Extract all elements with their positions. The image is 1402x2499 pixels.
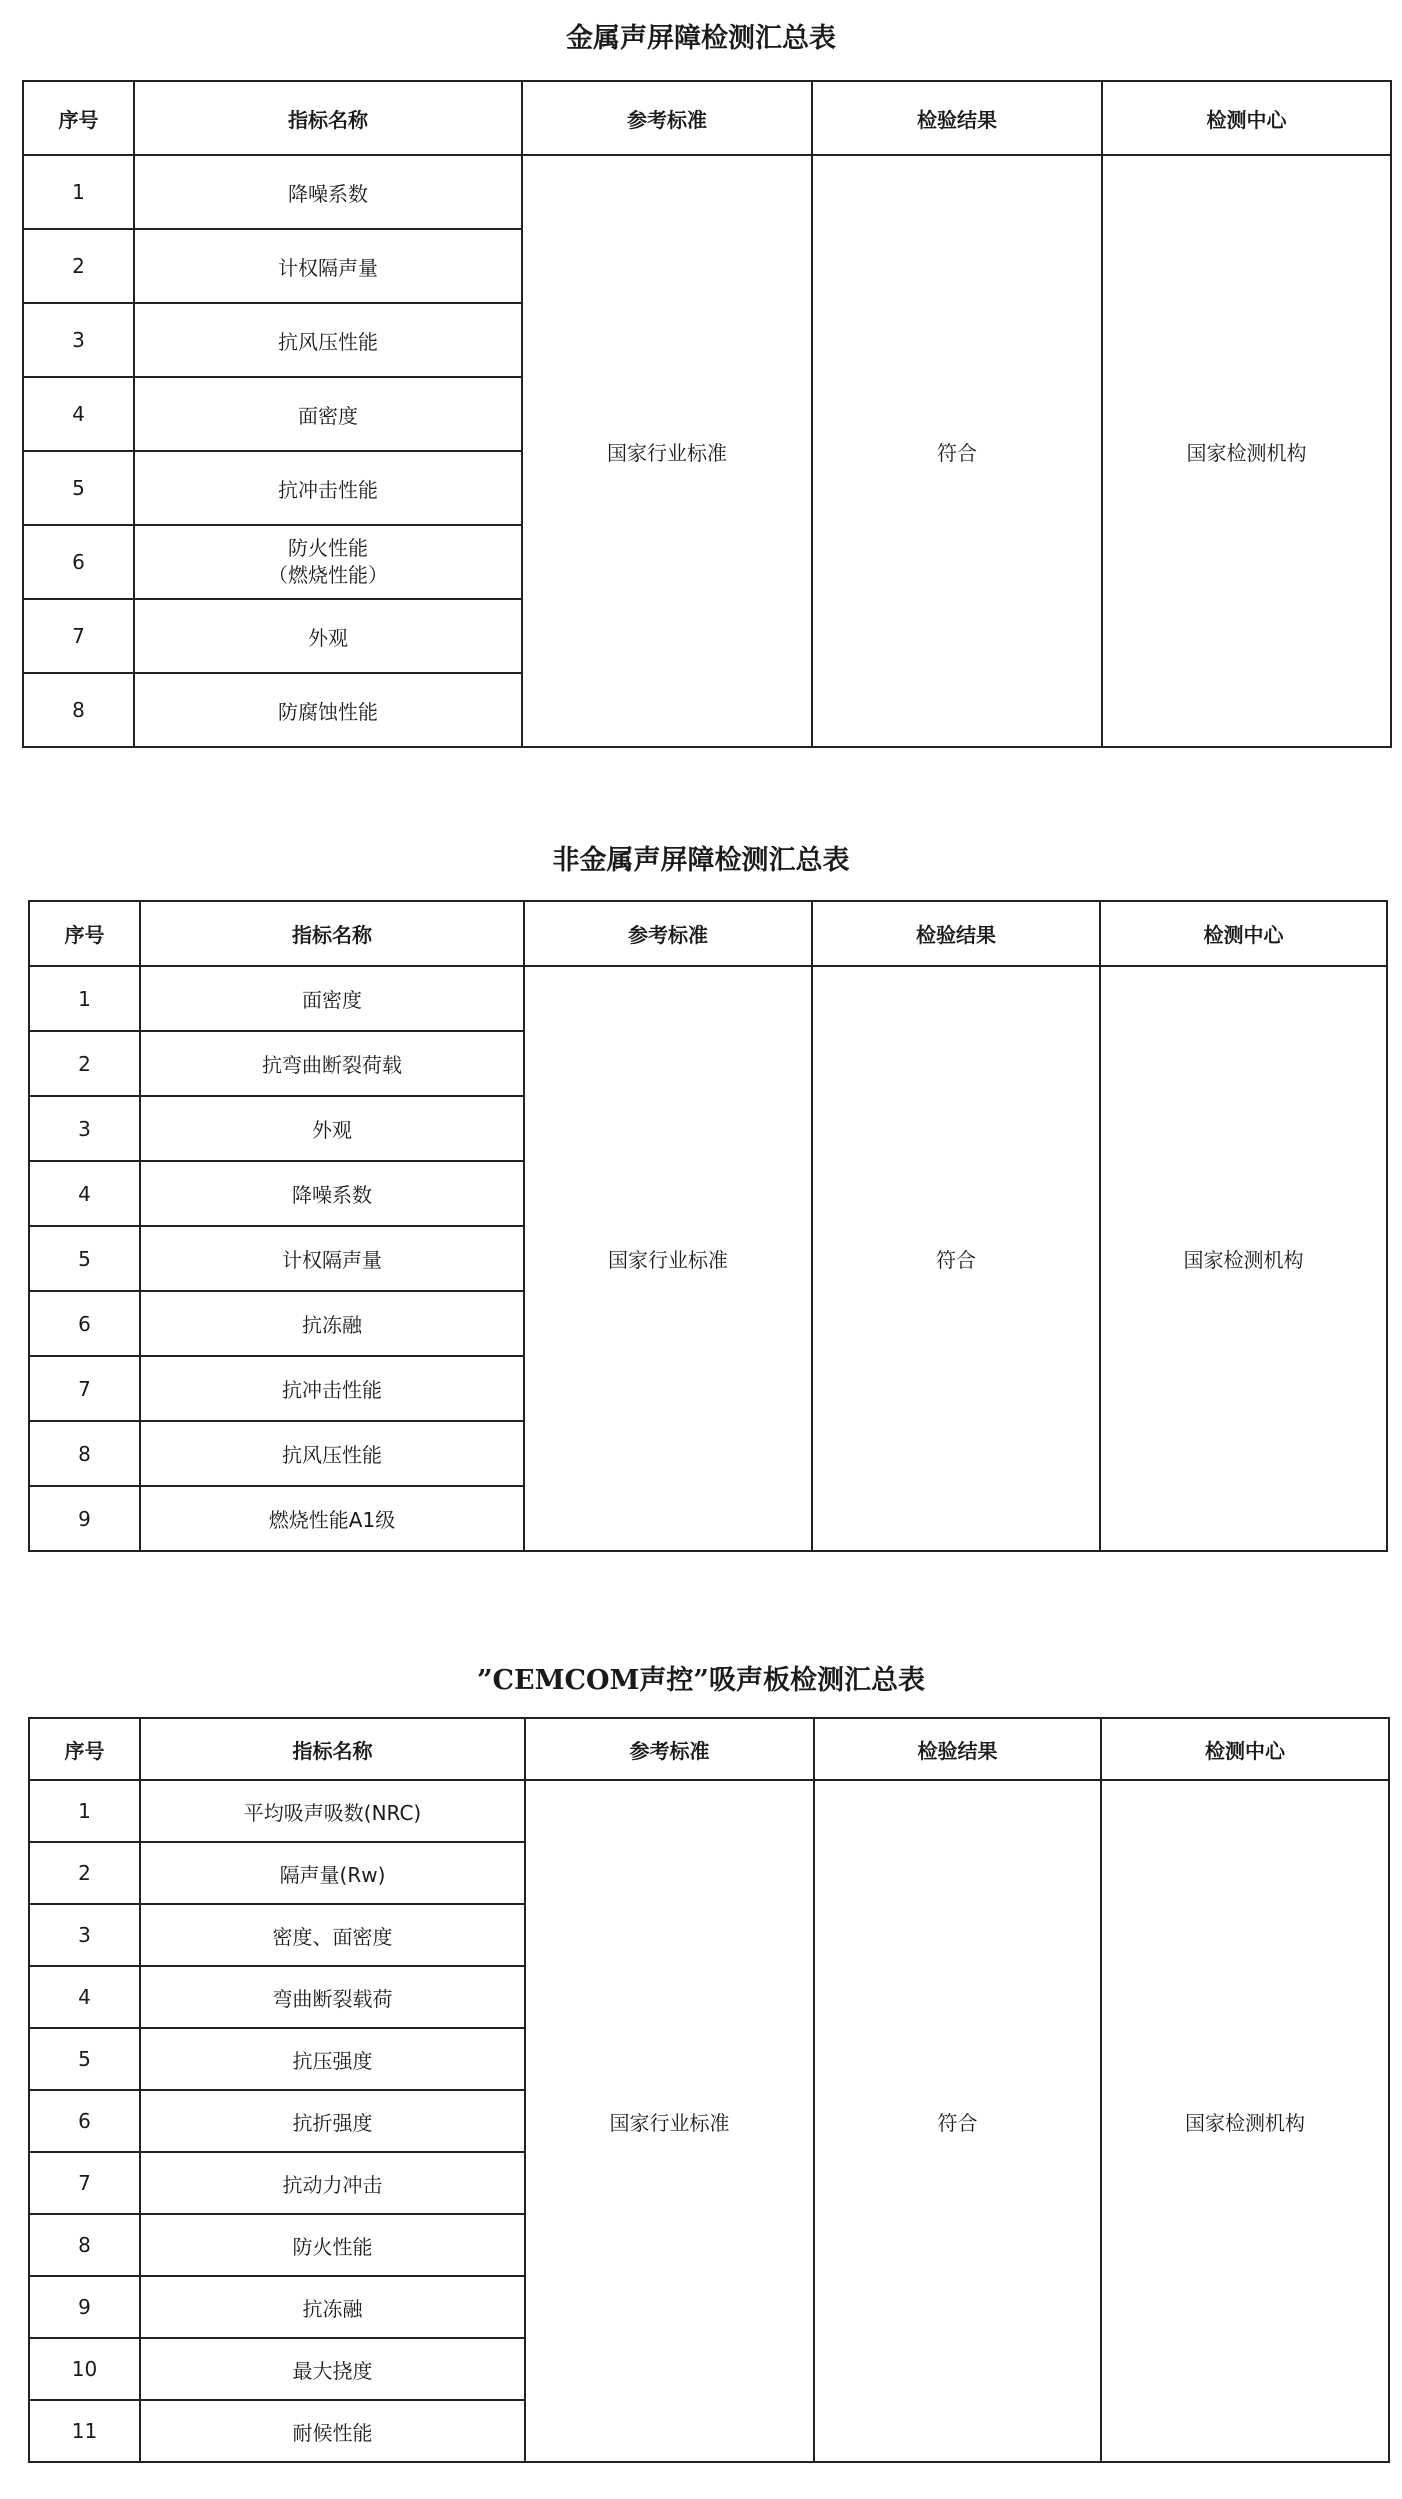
col-header-center: 检测中心 bbox=[1102, 81, 1391, 155]
row-number: 4 bbox=[29, 1966, 140, 2028]
row-number: 7 bbox=[29, 2152, 140, 2214]
indicator-name: 外观 bbox=[140, 1096, 524, 1161]
row-number: 3 bbox=[29, 1904, 140, 1966]
row-number: 7 bbox=[23, 599, 134, 673]
non-metal-noise-barrier-table bbox=[28, 900, 1388, 1552]
row-number: 5 bbox=[29, 1226, 140, 1291]
cemcom-acoustic-panel-table bbox=[28, 1717, 1390, 2463]
reference-standard: 国家行业标准 bbox=[525, 1780, 814, 2462]
row-number: 2 bbox=[29, 1031, 140, 1096]
indicator-name: 隔声量(Rw) bbox=[140, 1842, 525, 1904]
row-number: 5 bbox=[29, 2028, 140, 2090]
indicator-name: 抗冻融 bbox=[140, 1291, 524, 1356]
row-number: 7 bbox=[29, 1356, 140, 1421]
reference-standard: 国家行业标准 bbox=[524, 966, 812, 1551]
header-row bbox=[23, 81, 1391, 155]
header-row bbox=[29, 901, 1387, 966]
test-result: 符合 bbox=[812, 155, 1102, 747]
reference-standard: 国家行业标准 bbox=[522, 155, 812, 747]
row-number: 9 bbox=[29, 1486, 140, 1551]
row-number: 4 bbox=[23, 377, 134, 451]
table-2-title: 非金属声屏障检测汇总表 bbox=[552, 845, 850, 876]
indicator-name: 抗风压性能 bbox=[140, 1421, 524, 1486]
test-result: 符合 bbox=[812, 966, 1100, 1551]
col-header-indicator: 指标名称 bbox=[140, 1718, 525, 1780]
col-header-center: 检测中心 bbox=[1101, 1718, 1389, 1780]
row-number: 8 bbox=[23, 673, 134, 747]
col-header-standard: 参考标准 bbox=[524, 901, 812, 966]
indicator-name: 平均吸声吸数(NRC) bbox=[140, 1780, 525, 1842]
indicator-name: 抗冲击性能 bbox=[134, 451, 522, 525]
indicator-name: 防腐蚀性能 bbox=[134, 673, 522, 747]
row-number: 4 bbox=[29, 1161, 140, 1226]
table-row bbox=[23, 155, 1391, 229]
row-number: 2 bbox=[29, 1842, 140, 1904]
row-number: 6 bbox=[29, 2090, 140, 2152]
metal-noise-barrier-table bbox=[22, 80, 1392, 748]
indicator-name: 降噪系数 bbox=[140, 1161, 524, 1226]
indicator-name: 面密度 bbox=[134, 377, 522, 451]
row-number: 9 bbox=[29, 2276, 140, 2338]
indicator-name: 抗动力冲击 bbox=[140, 2152, 525, 2214]
indicator-name: 弯曲断裂载荷 bbox=[140, 1966, 525, 2028]
indicator-name: 燃烧性能A1级 bbox=[140, 1486, 524, 1551]
row-number: 3 bbox=[23, 303, 134, 377]
test-center: 国家检测机构 bbox=[1100, 966, 1387, 1551]
test-result: 符合 bbox=[814, 1780, 1101, 2462]
row-number: 6 bbox=[29, 1291, 140, 1356]
indicator-name: 抗折强度 bbox=[140, 2090, 525, 2152]
indicator-name: 抗风压性能 bbox=[134, 303, 522, 377]
indicator-name: 抗弯曲断裂荷载 bbox=[140, 1031, 524, 1096]
row-number: 5 bbox=[23, 451, 134, 525]
row-number: 11 bbox=[29, 2400, 140, 2462]
col-header-no: 序号 bbox=[29, 901, 140, 966]
col-header-standard: 参考标准 bbox=[525, 1718, 814, 1780]
indicator-name-line-2: （燃烧性能） bbox=[268, 563, 388, 587]
indicator-name: 面密度 bbox=[140, 966, 524, 1031]
row-number: 10 bbox=[29, 2338, 140, 2400]
row-number: 8 bbox=[29, 2214, 140, 2276]
table-row bbox=[29, 1780, 1389, 1842]
col-header-no: 序号 bbox=[29, 1718, 140, 1780]
indicator-name: 抗压强度 bbox=[140, 2028, 525, 2090]
table-row bbox=[29, 966, 1387, 1031]
indicator-name: 计权隔声量 bbox=[140, 1226, 524, 1291]
indicator-name: 防火性能 bbox=[140, 2214, 525, 2276]
indicator-name-line-1: 防火性能 bbox=[288, 536, 368, 560]
col-header-no: 序号 bbox=[23, 81, 134, 155]
col-header-center: 检测中心 bbox=[1100, 901, 1387, 966]
row-number: 1 bbox=[29, 1780, 140, 1842]
col-header-result: 检验结果 bbox=[814, 1718, 1101, 1780]
indicator-name: 降噪系数 bbox=[134, 155, 522, 229]
col-header-result: 检验结果 bbox=[812, 901, 1100, 966]
indicator-name: 抗冻融 bbox=[140, 2276, 525, 2338]
indicator-name: 最大挠度 bbox=[140, 2338, 525, 2400]
col-header-standard: 参考标准 bbox=[522, 81, 812, 155]
indicator-name: 密度、面密度 bbox=[140, 1904, 525, 1966]
col-header-indicator: 指标名称 bbox=[134, 81, 522, 155]
table-1-title: 金属声屏障检测汇总表 bbox=[566, 23, 836, 54]
row-number: 1 bbox=[23, 155, 134, 229]
row-number: 2 bbox=[23, 229, 134, 303]
indicator-name bbox=[134, 525, 522, 599]
row-number: 6 bbox=[23, 525, 134, 599]
test-center: 国家检测机构 bbox=[1102, 155, 1391, 747]
indicator-name: 计权隔声量 bbox=[134, 229, 522, 303]
indicator-name: 耐候性能 bbox=[140, 2400, 525, 2462]
indicator-name: 抗冲击性能 bbox=[140, 1356, 524, 1421]
row-number: 8 bbox=[29, 1421, 140, 1486]
row-number: 3 bbox=[29, 1096, 140, 1161]
row-number: 1 bbox=[29, 966, 140, 1031]
test-center: 国家检测机构 bbox=[1101, 1780, 1389, 2462]
table-3-title: ”CEMCOM声控”吸声板检测汇总表 bbox=[477, 1665, 925, 1696]
col-header-result: 检验结果 bbox=[812, 81, 1102, 155]
indicator-name: 外观 bbox=[134, 599, 522, 673]
col-header-indicator: 指标名称 bbox=[140, 901, 524, 966]
header-row bbox=[29, 1718, 1389, 1780]
